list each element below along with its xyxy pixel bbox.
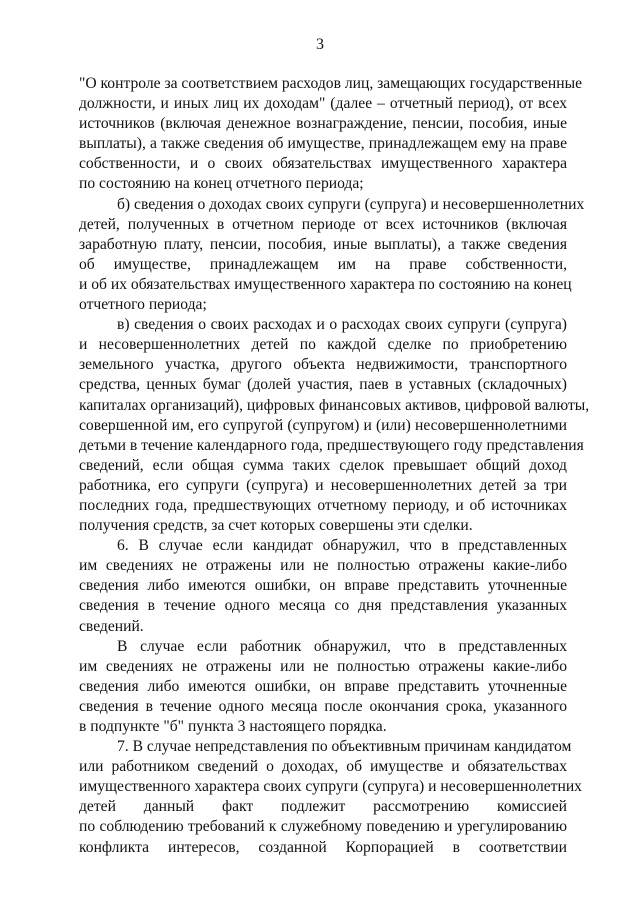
text-line: конфликта интересов, созданной Корпорацией в соответствии <box>79 838 567 856</box>
text-line: собственности, и о своих обязательствах имущественного характера <box>79 155 567 173</box>
text-line: в) сведения о своих расходах и о расходах своих супруги (супруга) <box>117 316 567 334</box>
text-line: и несовершеннолетних детей по каждой сделке по приобретению <box>79 336 567 354</box>
text-line: отчетного периода; <box>79 296 207 314</box>
paragraph <box>79 315 590 536</box>
text-line: им сведениях не отражены или не полностью отражены какие-либо <box>79 657 567 675</box>
text-line: по состоянию на конец отчетного периода; <box>79 175 364 193</box>
paragraph <box>79 195 585 316</box>
text-line: средства, ценных бумаг (долей участия, паев в уставных (складочных) <box>79 376 567 394</box>
text-line: сведения либо имеются ошибки, он вправе представить уточненные <box>79 577 567 595</box>
document-body <box>79 74 590 858</box>
text-line: и об их обязательствах имущественного характера по состоянию на конец <box>79 275 572 293</box>
text-line: сведения в течение одного месяца после окончания срока, указанного <box>79 697 567 715</box>
text-line: имущественного характера своих супруги (супруга) и несовершеннолетних <box>79 778 582 796</box>
text-line: последних года, предшествующих отчетному периоду, и об источниках <box>79 496 567 514</box>
text-line: в подпункте "б" пункта 3 настоящего порядка. <box>79 718 387 735</box>
text-line: заработную плату, пенсии, пособия, иные выплаты), а также сведения <box>79 235 567 253</box>
text-line: сведений, если общая сумма таких сделок превышает общий доход <box>79 456 567 474</box>
paragraph <box>79 637 567 737</box>
text-line: источников (включая денежное вознаграждение, пенсии, пособия, иные <box>79 115 567 133</box>
paragraph <box>79 536 567 636</box>
text-line: "О контроле за соответствием расходов лиц, замещающих государственные <box>79 75 583 92</box>
text-line: детьми в течение календарного года, предшествующего году представления <box>79 436 584 454</box>
text-line: совершенной им, его супругой (супругом) и (или) несовершеннолетними <box>79 416 567 434</box>
text-line: или работником сведений о доходах, об имуществе и обязательствах <box>79 758 567 776</box>
text-line: выплаты), а также сведения об имуществе, принадлежащем ему на праве <box>79 135 567 153</box>
text-line: должности, и иных лиц их доходам" (далее – отчетный период), от всех <box>79 95 567 113</box>
text-line: детей, полученных в отчетном периоде от всех источников (включая <box>79 215 567 233</box>
text-line: работника, его супруги (супруга) и несовершеннолетних детей за три <box>79 476 567 494</box>
text-line: им сведениях не отражены или не полностью отражены какие-либо <box>79 557 567 575</box>
text-line: земельного участка, другого объекта недвижимости, транспортного <box>79 356 567 374</box>
paragraph <box>79 737 582 858</box>
text-line: 7. В случае непредставления по объективным причинам кандидатом <box>117 738 572 756</box>
text-line: сведения либо имеются ошибки, он вправе представить уточненные <box>79 677 567 695</box>
text-line: сведения в течение одного месяца со дня представления указанных <box>79 597 567 615</box>
text-line: В случае если работник обнаружил, что в представленных <box>117 637 567 655</box>
page-number: 3 <box>316 36 324 53</box>
text-line: детей данный факт подлежит рассмотрению комиссией <box>79 798 567 816</box>
text-line: получения средств, за счет которых совершены эти сделки. <box>79 517 473 535</box>
paragraph <box>79 74 583 195</box>
text-line: б) сведения о доходах своих супруги (супруга) и несовершеннолетних <box>117 195 585 213</box>
text-line: капиталах организаций), цифровых финансовых активов, цифровой валюты, <box>79 396 590 414</box>
text-line: об имуществе, принадлежащем им на праве собственности, <box>79 255 567 273</box>
text-line: сведений. <box>79 617 144 635</box>
text-line: 6. В случае если кандидат обнаружил, что в представленных <box>117 537 567 555</box>
text-line: по соблюдению требований к служебному поведению и урегулированию <box>79 818 567 836</box>
